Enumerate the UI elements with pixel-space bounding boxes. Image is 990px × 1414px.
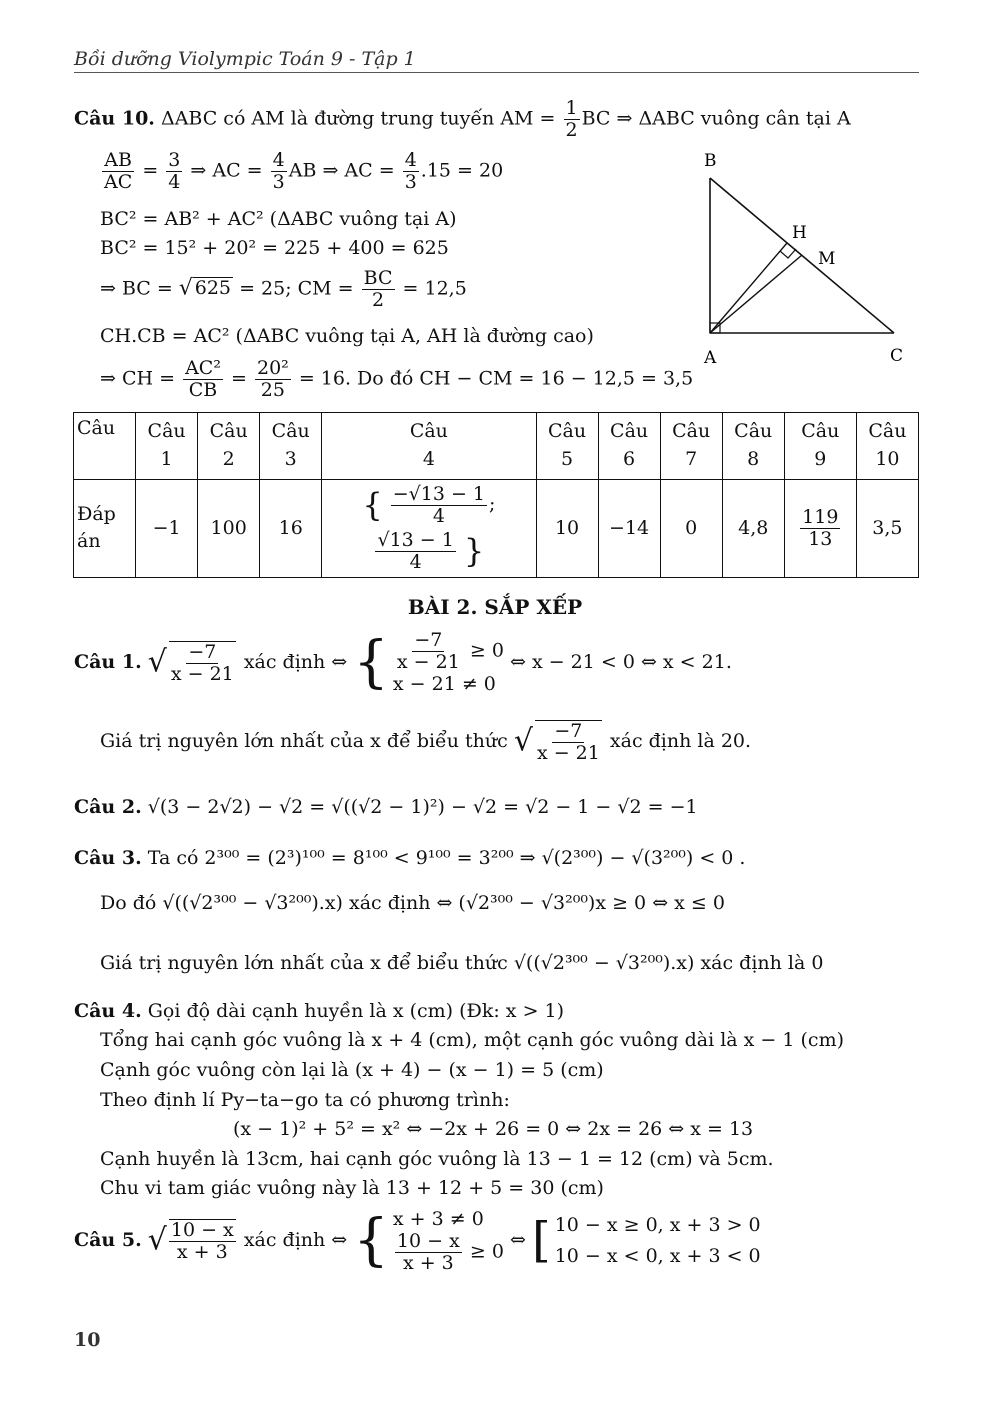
cau10-line5: ⇒ BC = √ 625 = 25; CM = $\frac{BC}{2}$ = 12,5: [100, 267, 467, 311]
sqrt-625: 625: [194, 277, 232, 300]
table-cell: 0: [660, 480, 722, 578]
fraction-3-4: $\frac{3}{4}$: [168, 149, 181, 193]
running-header: Bồi dưỡng Violympic Toán 9 - Tập 1: [74, 48, 416, 70]
table-cell: Câu 4: [322, 413, 536, 480]
table-cell: Câu 6: [598, 413, 660, 480]
label-b: B: [704, 151, 717, 171]
table-cell: Câu 3: [260, 413, 322, 480]
answer-table: [73, 412, 919, 578]
table-cell: Câu 5: [536, 413, 598, 480]
table-cell: 10: [536, 480, 598, 578]
table-cell: Câu: [74, 413, 136, 480]
table-cell: Câu 2: [198, 413, 260, 480]
table-cell: 16: [260, 480, 322, 578]
cau10-label: Câu 10.: [74, 107, 155, 130]
cau10-line7: ⇒ CH = $\frac{\text{AC²}}{CB}$ = $\frac{\text{20²}}{25}$ = 16. Do đó CH − CM = 16 − 12,5 = 3,5: [100, 357, 694, 401]
table-cell: 4,8: [722, 480, 784, 578]
label-c: C: [890, 346, 904, 366]
table-row-header: [74, 413, 919, 480]
fraction-half: $\frac{1}{2}$: [565, 97, 578, 141]
section-title: BÀI 2. SẮP XẾP: [407, 595, 583, 619]
table-cell: Câu 9: [784, 413, 856, 480]
bai2-cau4-line7: Chu vi tam giác vuông này là 13 + 12 + 5 = 30 (cm): [100, 1177, 604, 1199]
cau10-text-a: ΔABC có AM là đường trung tuyến AM =: [160, 107, 556, 130]
fraction-4-3-b: $\frac{4}{3}$: [404, 149, 417, 193]
label-m: M: [818, 249, 836, 269]
right-angle-h: [780, 249, 796, 258]
median-am: [710, 255, 802, 333]
table-cell: −1: [136, 480, 198, 578]
table-cell: Đáp án: [74, 480, 136, 578]
bai2-cau3-line2: Do đó √((√2³⁰⁰ − √3²⁰⁰).x) xác định ⇔ (√2³⁰⁰ − √3²⁰⁰)x ≥ 0 ⇔ x ≤ 0: [100, 892, 725, 914]
bai2-cau4-line6: Cạnh huyền là 13cm, hai cạnh góc vuông là 13 − 1 = 12 (cm) và 5cm.: [100, 1148, 774, 1170]
cau10-line3: BC² = AB² + AC² (ΔABC vuông tại A): [100, 208, 457, 230]
altitude-ah: [710, 243, 787, 333]
bai2-cau1: Câu 1. √ $\frac{-7}{x - 21}$ xác định ⇔ { $\frac{-7}{x - 21}$ ≥ 0 x − 21 ≠ 0 ⇔ x − 21 < 0 ⇔ x < 21.: [74, 629, 732, 695]
table-cell: $\frac{119}{13}$: [784, 480, 856, 578]
triangle-figure: [690, 145, 920, 375]
bai2-cau3-line3: Giá trị nguyên lớn nhất của x để biểu thức √((√2³⁰⁰ − √3²⁰⁰).x) xác định là 0: [100, 952, 824, 974]
cau10-line2: $\frac{AB}{AC}$ = $\frac{3}{4}$ ⇒ AC = $\frac{4}{3}$ AB ⇒ AC = $\frac{4}{3}$ .15 = 20: [104, 149, 504, 193]
fraction-ac2-cb: $\frac{\text{AC²}}{CB}$: [185, 357, 221, 401]
page-number: 10: [74, 1329, 101, 1351]
bai2-cau5: Câu 5. √ $\frac{10 - x}{x + 3}$ xác định ⇔ { x + 3 ≠ 0 $\frac{10 - x}{x + 3}$ ≥ 0 ⇔ [ 10 − x ≥ 0, x + 3 > 0 10 − x < 0, x + 3 < 0: [74, 1207, 761, 1274]
fraction-ab-ac: $\frac{AB}{AC}$: [104, 149, 133, 193]
table-cell: Câu 7: [660, 413, 722, 480]
cau10-text-b: BC ⇒ ΔABC vuông cân tại A: [581, 107, 851, 130]
table-row-answers: [74, 480, 919, 578]
header-rule: [74, 72, 919, 73]
table-cell: Câu 10: [856, 413, 918, 480]
table-cell: −14: [598, 480, 660, 578]
cau10-line6: CH.CB = AC² (ΔABC vuông tại A, AH là đường cao): [100, 325, 594, 347]
table-cell: 100: [198, 480, 260, 578]
bai2-cau3-line1: Câu 3. Ta có 2³⁰⁰ = (2³)¹⁰⁰ = 8¹⁰⁰ < 9¹⁰⁰ = 3²⁰⁰ ⇒ √(2³⁰⁰) − √(3²⁰⁰) < 0 .: [74, 847, 746, 869]
table-cell: Câu 8: [722, 413, 784, 480]
bai2-cau4-line4: Theo định lí Py−ta−go ta có phương trình:: [100, 1089, 510, 1111]
fraction-bc-2: $\frac{BC}{2}$: [363, 267, 393, 311]
cau10-line1: [74, 98, 851, 141]
bai2-cau4-line2: Tổng hai cạnh góc vuông là x + 4 (cm), một cạnh góc vuông dài là x − 1 (cm): [100, 1029, 844, 1051]
fraction-4-3: $\frac{4}{3}$: [272, 149, 285, 193]
label-a: A: [704, 348, 717, 368]
table-cell: Câu 1: [136, 413, 198, 480]
cau10-line4: BC² = 15² + 20² = 225 + 400 = 625: [100, 237, 449, 259]
fraction-202-25: $\frac{\text{20²}}{25}$: [256, 357, 289, 401]
label-h: H: [792, 223, 807, 243]
table-cell: 3,5: [856, 480, 918, 578]
bai2-cau4-line3: Cạnh góc vuông còn lại là (x + 4) − (x − 1) = 5 (cm): [100, 1059, 604, 1081]
table-cell: { $\frac{-√13 - 1}{4}$ ; $\frac{√13 - 1}{4}$ }: [322, 480, 536, 578]
bai2-cau2: Câu 2. √(3 − 2√2) − √2 = √((√2 − 1)²) − √2 = √2 − 1 − √2 = −1: [74, 796, 698, 818]
bai2-cau1-line2: Giá trị nguyên lớn nhất của x để biểu thức √ $\frac{-7}{x - 21}$ xác định là 20.: [100, 720, 752, 764]
bai2-cau4-line5: (x − 1)² + 5² = x² ⇔ −2x + 26 = 0 ⇔ 2x = 26 ⇔ x = 13: [233, 1118, 754, 1140]
bai2-cau4-line1: Câu 4. Gọi độ dài cạnh huyền là x (cm) (Đk: x > 1): [74, 1000, 565, 1022]
